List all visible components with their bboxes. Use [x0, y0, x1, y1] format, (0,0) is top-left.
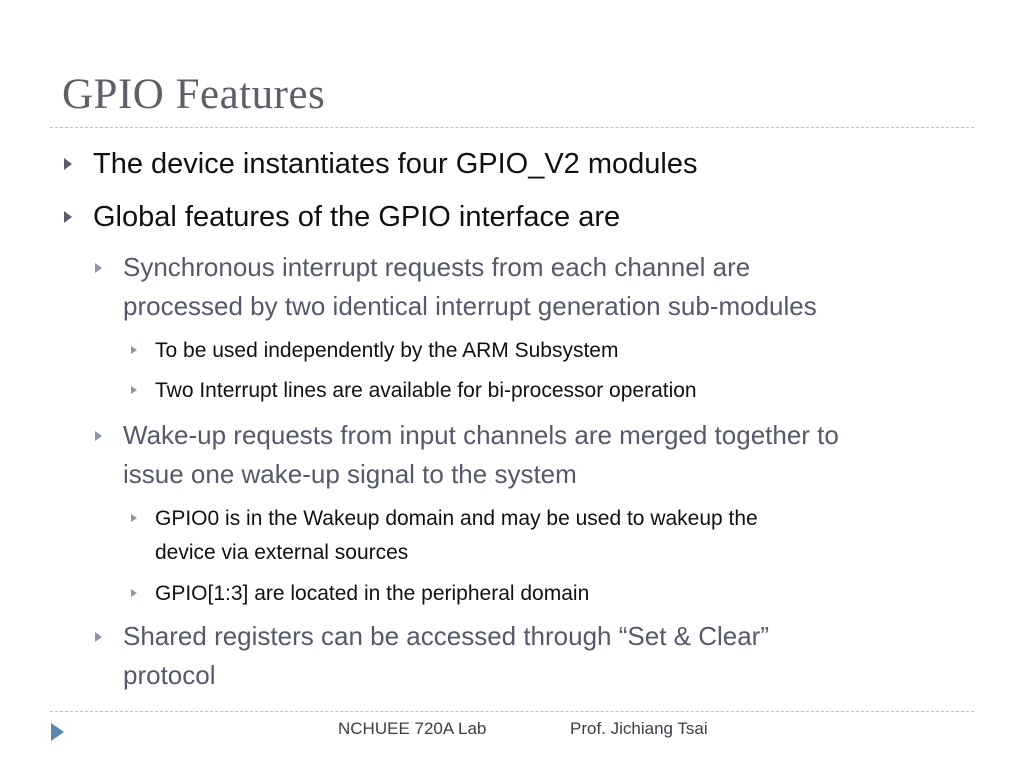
footer-divider: [50, 711, 974, 712]
footer-arrow-icon: [51, 723, 64, 741]
bullet-text-line2: issue one wake-up signal to the system: [123, 459, 577, 489]
bullet-text: GPIO[1:3] are located in the peripheral domain: [155, 582, 590, 605]
bullet-arrow-icon: [131, 514, 137, 522]
bullet-text: The device instantiates four GPIO_V2 modules: [93, 148, 698, 180]
bullet-text-line2: protocol: [123, 660, 216, 690]
bullet-arrow-icon: [131, 386, 137, 394]
title-divider: [50, 127, 974, 128]
bullet-arrow-icon: [64, 158, 72, 170]
bullet-arrow-icon: [64, 211, 72, 223]
bullet-text-line1: Shared registers can be accessed through “Set & Clear”: [123, 621, 770, 651]
bullet-text: Two Interrupt lines are available for bi-processor operation: [155, 379, 697, 402]
bullet-arrow-icon: [95, 263, 102, 273]
footer-author: Prof. Jichiang Tsai: [570, 719, 708, 738]
footer-lab: NCHUEE 720A Lab: [338, 719, 487, 738]
bullet-text-line1: Wake-up requests from input channels are merged together to: [123, 420, 839, 450]
bullet-text-line1: GPIO0 is in the Wakeup domain and may be used to wakeup the: [155, 507, 758, 530]
bullet-arrow-icon: [131, 589, 137, 597]
bullet-text: To be used independently by the ARM Subsystem: [155, 339, 619, 362]
bullet-text-line2: processed by two identical interrupt generation sub-modules: [123, 291, 817, 321]
slide-title: GPIO Features: [62, 71, 326, 118]
bullet-arrow-icon: [95, 632, 102, 642]
bullet-text-line2: device via external sources: [155, 541, 409, 564]
bullet-arrow-icon: [95, 431, 102, 441]
bullet-text: Global features of the GPIO interface are: [93, 201, 621, 233]
bullet-text-line1: Synchronous interrupt requests from each channel are: [123, 252, 751, 282]
bullet-arrow-icon: [131, 346, 137, 354]
